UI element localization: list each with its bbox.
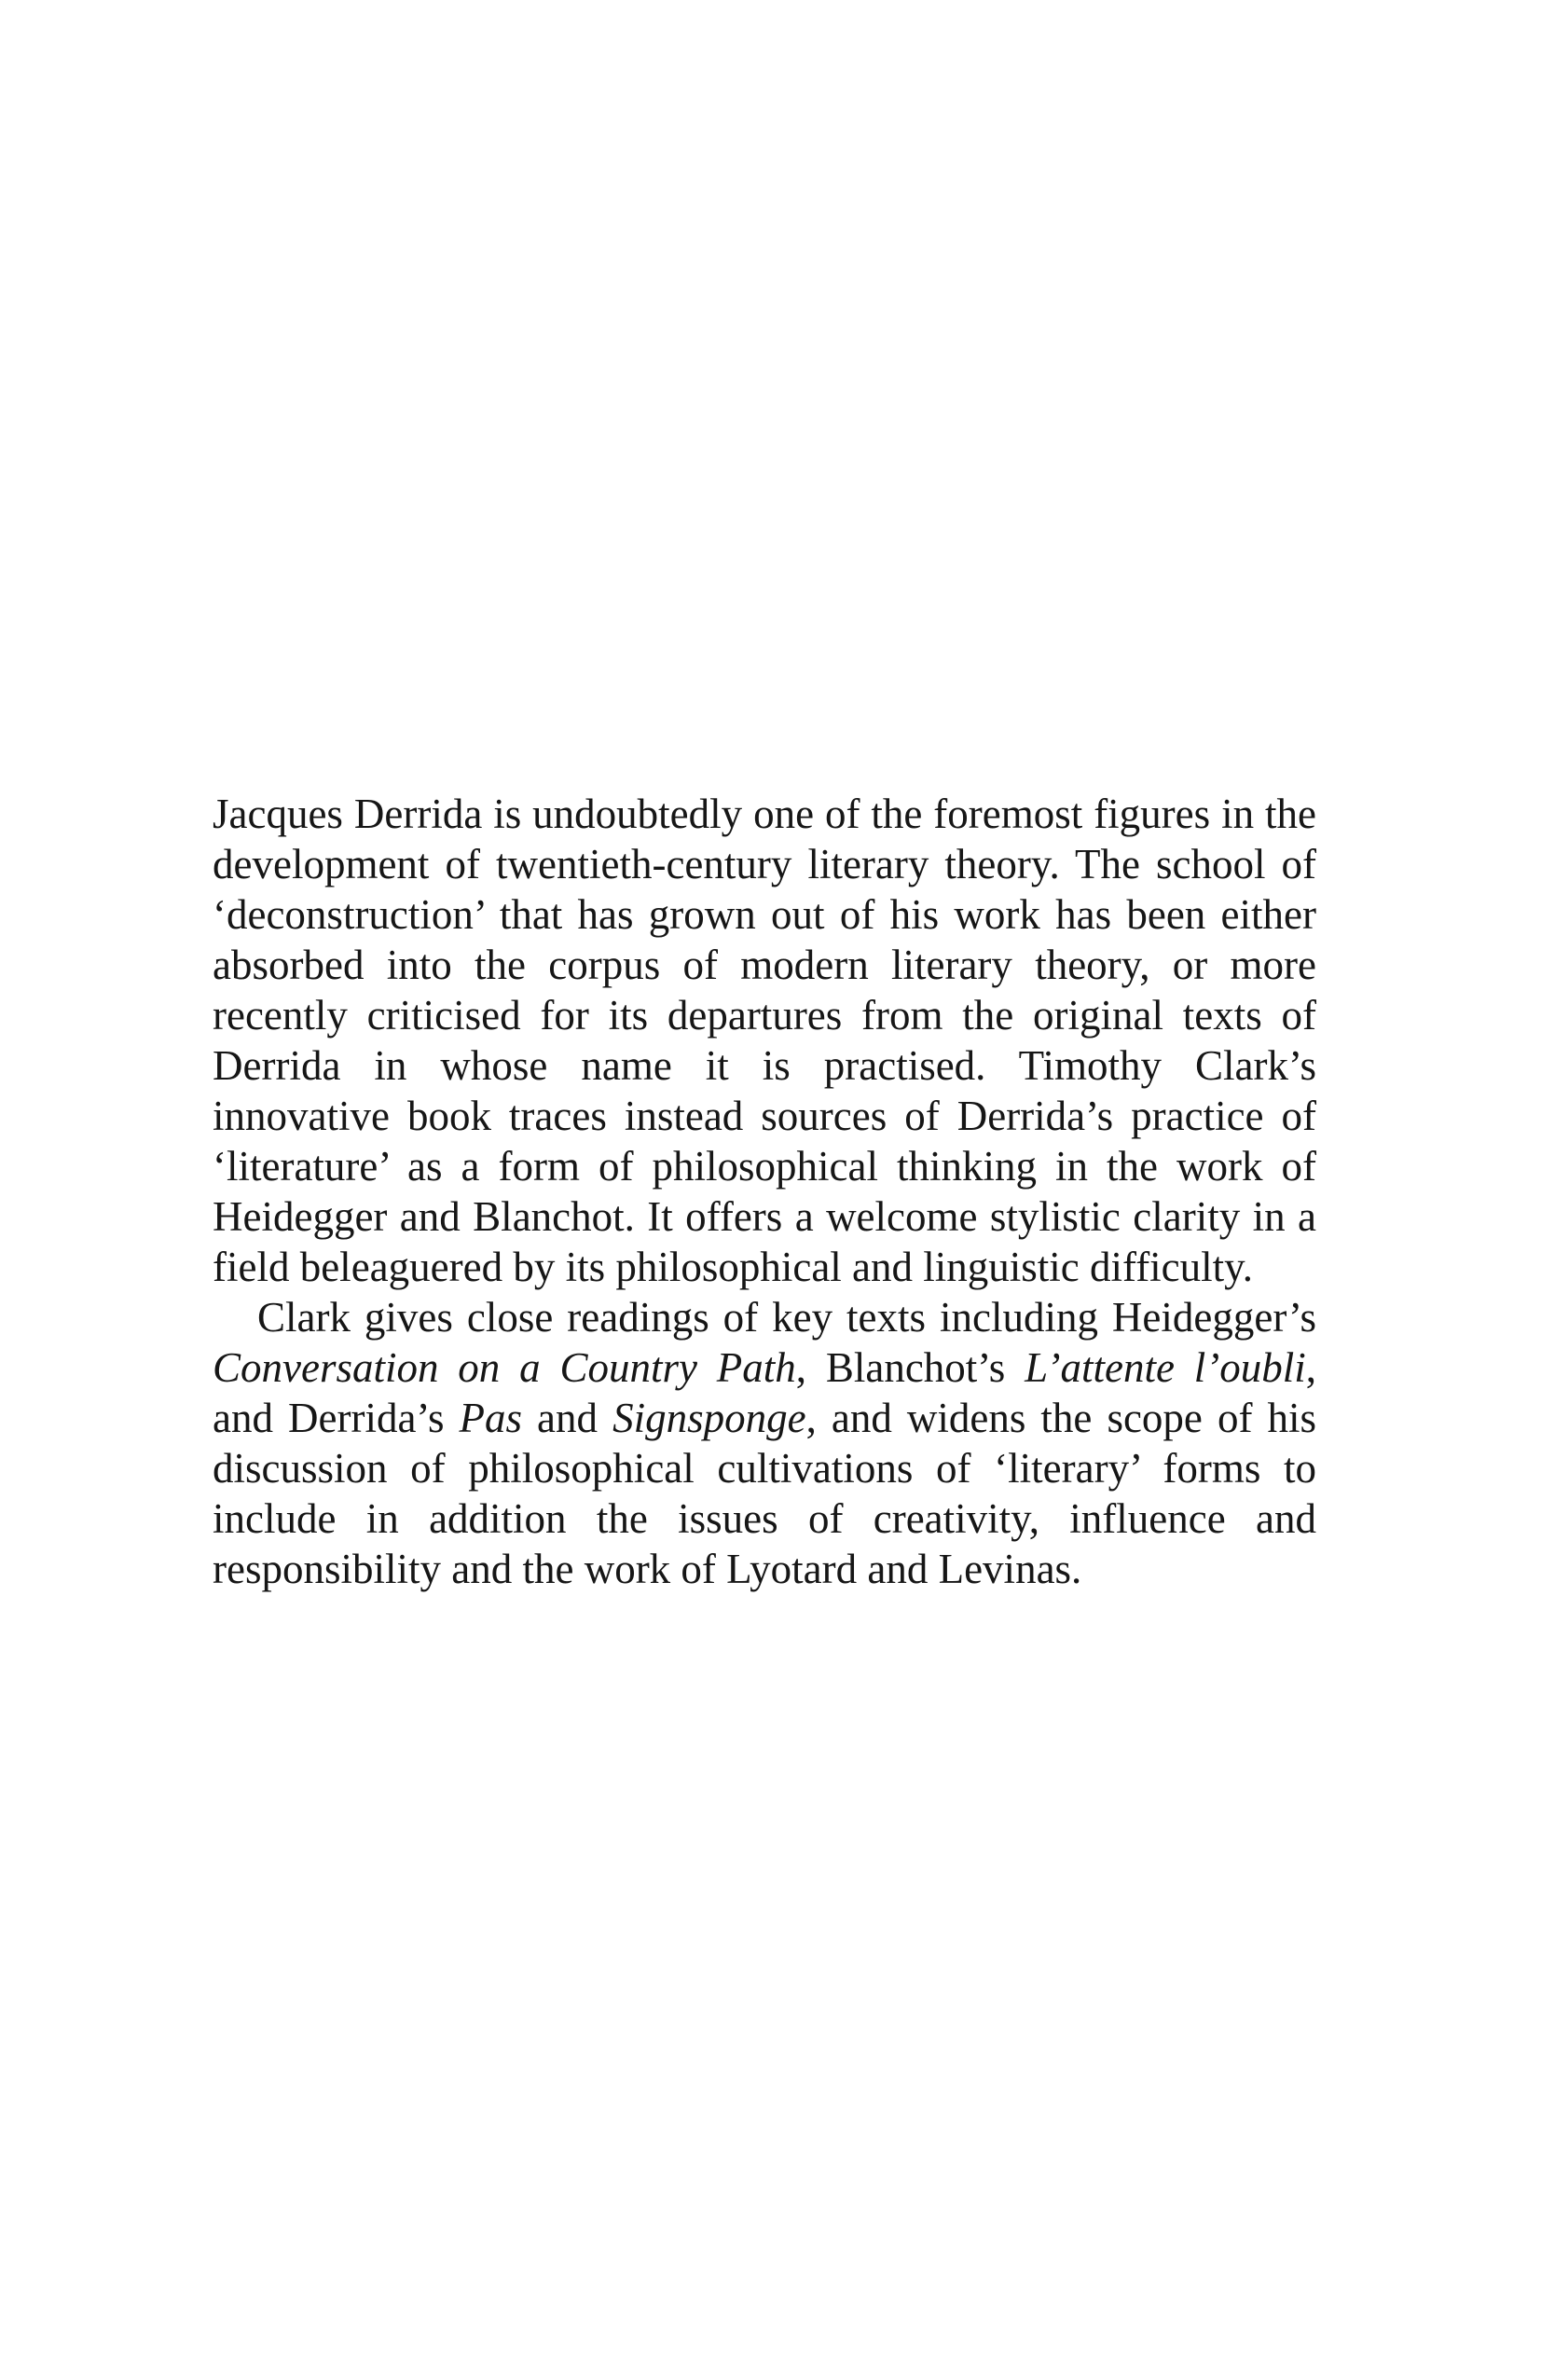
blurb-paragraph-2 [213,1292,1316,1594]
title-pas: Pas [459,1395,522,1441]
paragraph-2-text-1: Clark gives close readings of key texts including Heidegger’s [257,1294,1316,1341]
title-conversation-on-a-country-path: Conversation on a Country Path [213,1344,796,1391]
book-blurb [213,789,1316,1594]
paragraph-2-text-2: , Blanchot’s [795,1344,1025,1391]
paragraph-2-text-5: , and widens the scope of his discussion of philosophical cultivations of ‘literary’ forms to include in addition the issues of creativity, influence and responsibility and the work of Lyotard and Levinas. [213,1395,1316,1592]
paragraph-2-text-3: , and Derrida’s [213,1344,1316,1441]
paragraph-2-text-4: and [522,1395,613,1441]
title-signsponge: Signsponge [612,1395,806,1441]
title-lattente-loubli: L’attente l’oubli [1025,1344,1306,1391]
blurb-paragraph-1: Jacques Derrida is undoubtedly one of the foremost figures in the development of twentieth-century literary theory. The school of ‘deconstruction’ that has grown out of his work has been either absorbed into the corpus of modern literary theory, or more recently criticised for its departures from the original texts of Derrida in whose name it is practised. Timothy Clark’s innovative book traces instead sources of Derrida’s practice of ‘literature’ as a form of philosophical thinking in the work of Heidegger and Blanchot. It offers a welcome stylistic clarity in a field beleaguered by its philosophical and linguistic difficulty. [213,791,1316,1290]
